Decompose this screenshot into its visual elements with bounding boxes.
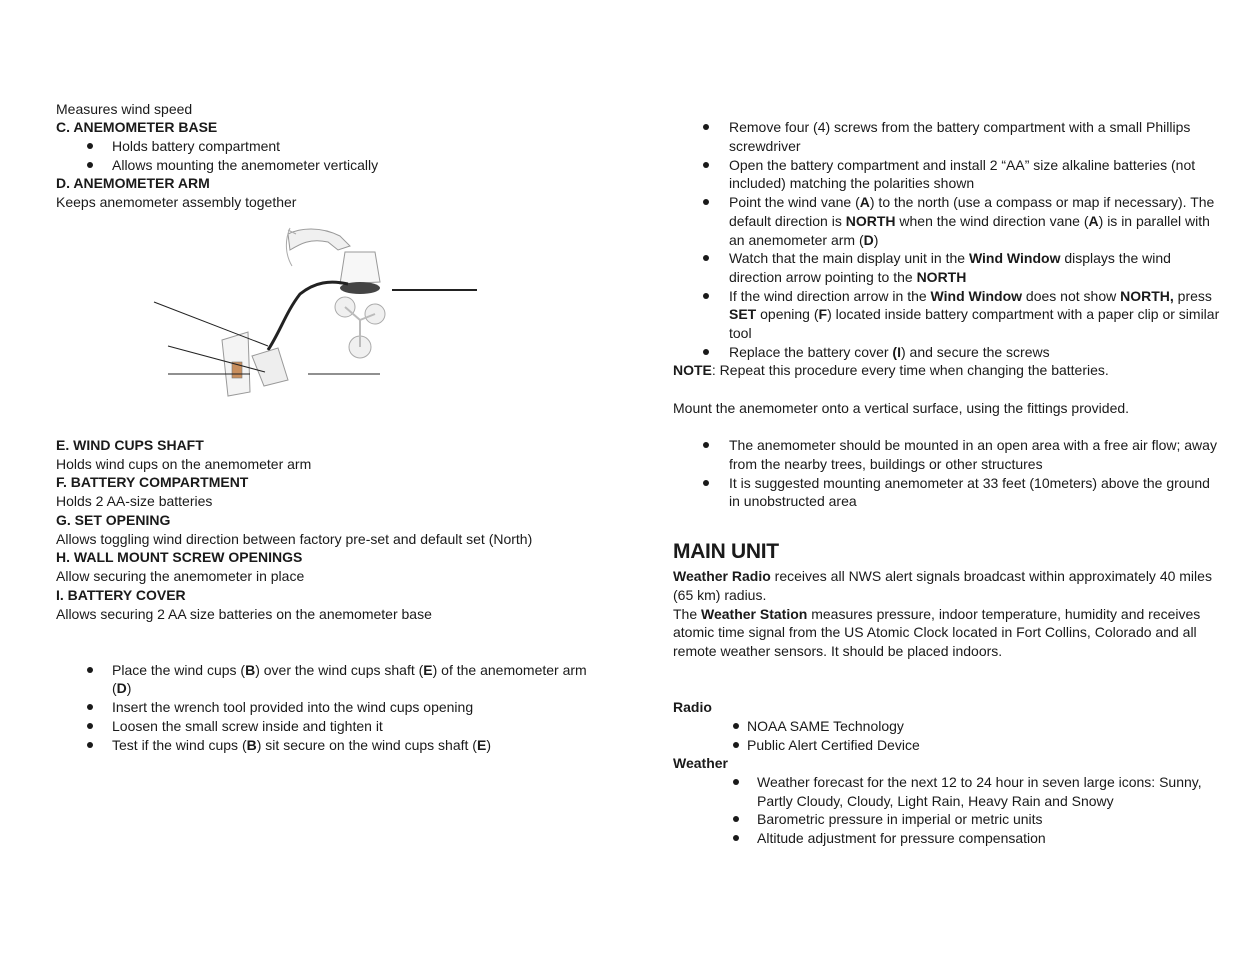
list-item: Allows mounting the anemometer vertically (112, 157, 379, 173)
list-item-cont: Partly Cloudy, Cloudy, Light Rain, Heavy Rain and Snowy (757, 793, 1114, 809)
weather-station-text-cont: atomic time signal from the US Atomic Clock located in Fort Collins, Colorado and all (673, 624, 1197, 640)
step-item-cont: an anemometer arm (D) (729, 232, 879, 248)
mount-text: Mount the anemometer onto a vertical surface, using the fittings provided. (673, 400, 1130, 416)
bullet (733, 723, 739, 729)
step-item-cont: SET opening (F) located inside battery compartment with a paper clip or similar (729, 306, 1220, 322)
list-item: The anemometer should be mounted in an open area with a free air flow; away (729, 437, 1217, 453)
weather-station-text: The Weather Station measures pressure, indoor temperature, humidity and receives (673, 606, 1201, 622)
list-item: Public Alert Certified Device (747, 737, 920, 753)
step-item: Place the wind cups (B) over the wind cups shaft (E) of the anemometer arm (112, 662, 587, 678)
bullet (87, 704, 93, 710)
step-item-cont: included) matching the polarities shown (729, 175, 975, 191)
bullet (703, 293, 709, 299)
step-item-cont: screwdriver (729, 138, 801, 154)
bullet (703, 442, 709, 448)
list-item: NOAA SAME Technology (747, 718, 904, 734)
bullet (703, 199, 709, 205)
section-h-text: Allow securing the anemometer in place (56, 568, 305, 584)
step-item: Replace the battery cover (I) and secure the screws (729, 344, 1050, 360)
list-item-cont: in unobstructed area (729, 493, 857, 509)
section-i-text: Allows securing 2 AA size batteries on the anemometer base (56, 606, 432, 622)
bullet (87, 162, 93, 168)
section-e-text: Holds wind cups on the anemometer arm (56, 456, 312, 472)
list-item-cont: from the nearby trees, buildings or other structures (729, 456, 1043, 472)
intro-text: Measures wind speed (56, 101, 193, 117)
list-item: It is suggested mounting anemometer at 33 feet (10meters) above the ground (729, 475, 1210, 491)
section-g-text: Allows toggling wind direction between factory pre-set and default set (North) (56, 531, 533, 547)
step-item-cont: tool (729, 325, 752, 341)
list-item: Weather forecast for the next 12 to 24 hour in seven large icons: Sunny, (757, 774, 1202, 790)
anemometer-illustration (150, 222, 490, 402)
list-item: Holds battery compartment (112, 138, 281, 154)
bullet (703, 480, 709, 486)
section-g-title: G. SET OPENING (56, 512, 171, 528)
bullet (703, 162, 709, 168)
weather-station-text-cont: remote weather sensors. It should be placed indoors. (673, 643, 1003, 659)
weather-radio-text: Weather Radio receives all NWS alert signals broadcast within approximately 40 miles (673, 568, 1212, 584)
step-item-cont: default direction is NORTH when the wind direction vane (A) is in parallel with (729, 213, 1210, 229)
step-item: If the wind direction arrow in the Wind Window does not show NORTH, press (729, 288, 1212, 304)
bullet (87, 723, 93, 729)
step-item: Point the wind vane (A) to the north (use a compass or map if necessary). The (729, 194, 1215, 210)
note: NOTE: Repeat this procedure every time when changing the batteries. (673, 362, 1109, 378)
bullet (703, 124, 709, 130)
section-h-title: H. WALL MOUNT SCREW OPENINGS (56, 549, 303, 565)
step-item: Open the battery compartment and install 2 “AA” size alkaline batteries (not (729, 157, 1196, 173)
weather-radio-text-cont: (65 km) radius. (673, 587, 767, 603)
step-item: Remove four (4) screws from the battery compartment with a small Phillips (729, 119, 1191, 135)
step-item: Watch that the main display unit in the Wind Window displays the wind (729, 250, 1171, 266)
step-item: Insert the wrench tool provided into the wind cups opening (112, 699, 474, 715)
main-unit-heading: MAIN UNIT (673, 540, 779, 563)
bullet (733, 835, 739, 841)
list-item: Barometric pressure in imperial or metric units (757, 811, 1043, 827)
bullet (87, 742, 93, 748)
section-f-text: Holds 2 AA-size batteries (56, 493, 213, 509)
section-f-title: F. BATTERY COMPARTMENT (56, 474, 249, 490)
section-e-title: E. WIND CUPS SHAFT (56, 437, 204, 453)
step-item-cont: direction arrow pointing to the NORTH (729, 269, 967, 285)
bullet (703, 255, 709, 261)
bullet (87, 667, 93, 673)
step-item-cont: (D) (112, 680, 132, 696)
section-d-title: D. ANEMOMETER ARM (56, 175, 210, 191)
bullet (733, 742, 739, 748)
weather-heading: Weather (673, 755, 728, 771)
step-item: Test if the wind cups (B) sit secure on the wind cups shaft (E) (112, 737, 491, 753)
section-c-title: C. ANEMOMETER BASE (56, 119, 218, 135)
list-item: Altitude adjustment for pressure compensation (757, 830, 1046, 846)
section-i-title: I. BATTERY COVER (56, 587, 186, 603)
radio-heading: Radio (673, 699, 712, 715)
bullet (733, 816, 739, 822)
bullet (87, 143, 93, 149)
bullet (703, 349, 709, 355)
bullet (733, 779, 739, 785)
section-d-text: Keeps anemometer assembly together (56, 194, 297, 210)
step-item: Loosen the small screw inside and tighten it (112, 718, 383, 734)
